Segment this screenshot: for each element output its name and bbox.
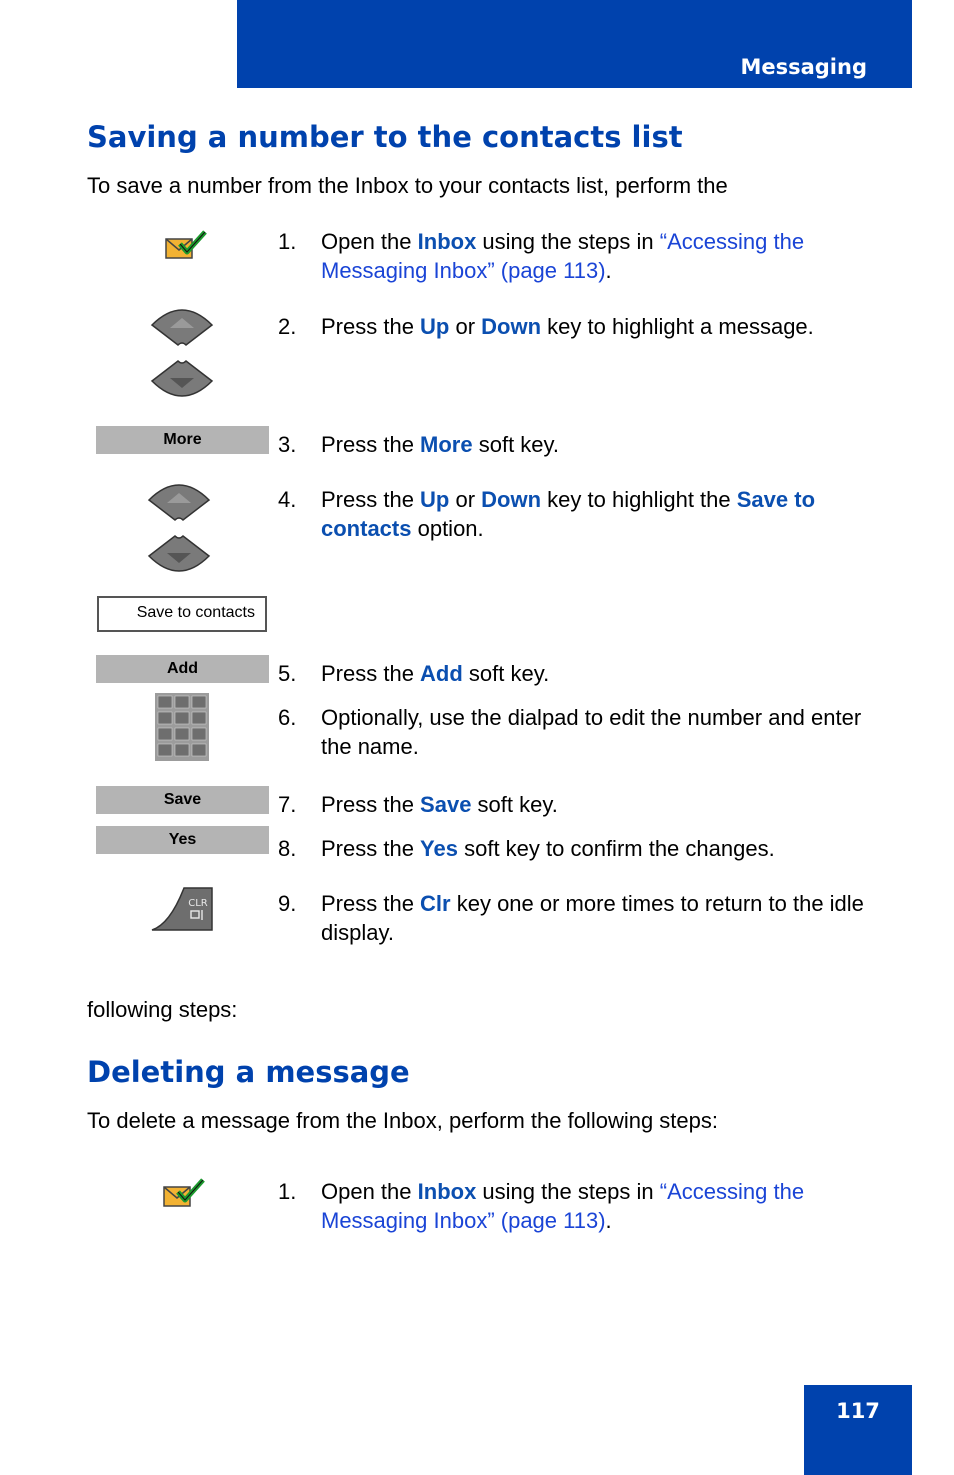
- accessing-inbox-link[interactable]: “Accessing the Messaging Inbox” (page 113): [321, 1179, 805, 1233]
- save-softkey[interactable]: Save: [96, 786, 269, 814]
- page-number: 117: [836, 1399, 880, 1423]
- section-name: Messaging: [740, 55, 867, 79]
- save-to-contacts-option[interactable]: Save to contacts: [97, 596, 267, 632]
- page-number-box: [804, 1385, 912, 1475]
- up-down-nav-keys-icon: [145, 478, 213, 578]
- clr-key-icon: [150, 886, 214, 932]
- messaging-envelope-icon: [165, 230, 207, 260]
- accessing-inbox-link[interactable]: “Accessing the Messaging Inbox” (page 113): [321, 229, 805, 283]
- dialpad-icon: [155, 693, 209, 761]
- section1-intro: To save a number from the Inbox to your contacts list, perform the: [87, 173, 728, 198]
- clr-key-label: CLR: [188, 898, 208, 909]
- section1-title: Saving a number to the contacts list: [87, 120, 683, 154]
- more-softkey[interactable]: More: [96, 426, 269, 454]
- add-softkey[interactable]: Add: [96, 655, 269, 683]
- messaging-envelope-icon: [163, 1178, 205, 1208]
- up-down-nav-keys-icon: [148, 303, 216, 403]
- section2-intro: To delete a message from the Inbox, perform the following steps:: [87, 1108, 718, 1133]
- section2-title: Deleting a message: [87, 1055, 410, 1089]
- yes-softkey[interactable]: Yes: [96, 826, 269, 854]
- header-bar: [237, 0, 912, 88]
- section1-outro: following steps:: [87, 997, 238, 1022]
